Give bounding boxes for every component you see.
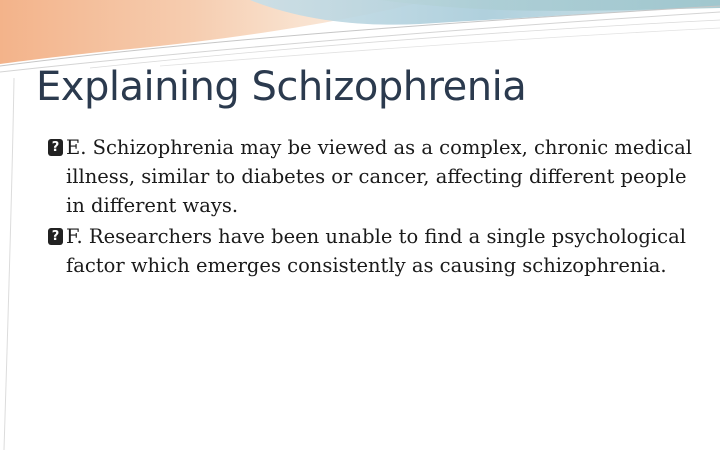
bullet-item <box>48 222 698 280</box>
decorative-left-rule <box>0 78 24 450</box>
bullet-text: E. Schizophrenia may be viewed as a complex, chronic medical illness, similar to diabetes or cancer, affecting different people in different ways. <box>66 136 692 217</box>
bullet-marker-icon: ? <box>48 228 63 245</box>
bullet-item <box>48 133 698 220</box>
bullet-list <box>48 133 698 282</box>
bullet-marker-icon: ? <box>48 139 63 156</box>
bullet-text: F. Researchers have been unable to find a single psychological factor which emerges consistently as causing schizophrenia. <box>66 225 686 277</box>
slide-title: Explaining Schizophrenia <box>36 64 527 110</box>
